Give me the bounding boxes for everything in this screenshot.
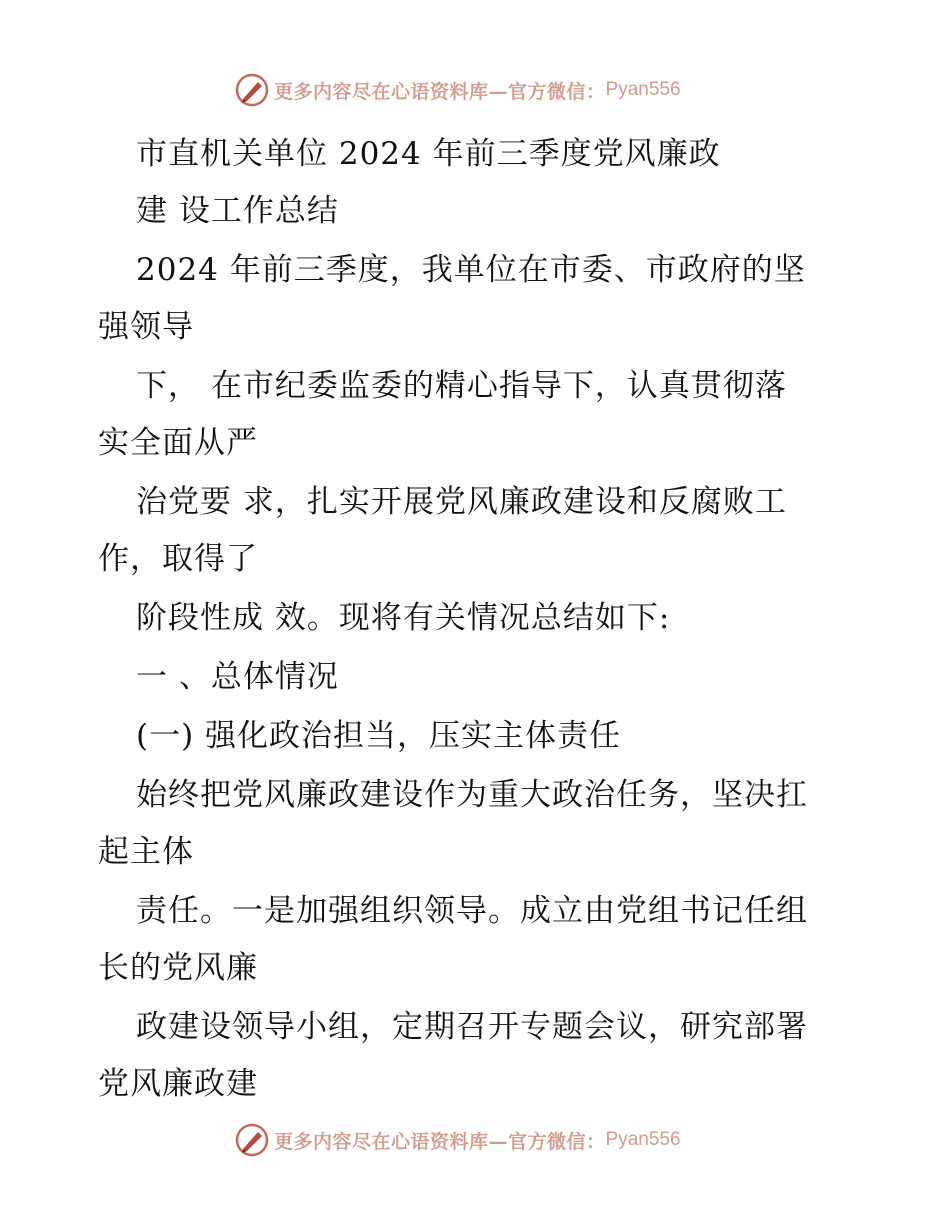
text-line: 市直机关单位 2024 年前三季度党风廉政	[136, 136, 721, 172]
text-line: 党风廉政建	[98, 1066, 258, 1102]
pen-logo-icon	[234, 72, 270, 108]
watermark-wechat-id: Pyan556	[605, 1129, 681, 1150]
text-line: 建 设工作总结	[136, 193, 339, 229]
pen-logo-icon	[234, 1122, 270, 1158]
text-line: 治党要 求，扎实开展党风廉政建设和反腐败工	[136, 484, 787, 520]
text-line: 起主体	[98, 834, 194, 870]
text-line: 强领导	[98, 309, 194, 345]
watermark-wechat-id: Pyan556	[605, 79, 681, 100]
text-line: 2024 年前三季度，我单位在市委、市政府的坚	[136, 252, 806, 288]
header-watermark	[234, 72, 714, 108]
footer-watermark	[234, 1122, 714, 1158]
section-heading: 一 、总体情况	[136, 659, 339, 695]
text-line: 实全面从严	[98, 425, 258, 461]
text-line: 下， 在市纪委监委的精心指导下，认真贯彻落	[136, 368, 787, 404]
watermark-text: 更多内容尽在心语资料库—官方微信：	[274, 80, 606, 103]
text-line: 责任。一是加强组织领导。成立由党组书记任组	[136, 893, 808, 929]
subsection-heading: (一) 强化政治担当，压实主体责任	[136, 718, 622, 754]
text-line: 作，取得了	[98, 541, 258, 577]
text-line: 长的党风廉	[98, 950, 258, 986]
text-line: 阶段性成 效。现将有关情况总结如下:	[136, 600, 671, 636]
text-line: 始终把党风廉政建设作为重大政治任务，坚决扛	[136, 777, 808, 813]
watermark-text: 更多内容尽在心语资料库—官方微信：	[274, 1130, 606, 1153]
text-line: 政建设领导小组，定期召开专题会议，研究部署	[136, 1009, 808, 1045]
